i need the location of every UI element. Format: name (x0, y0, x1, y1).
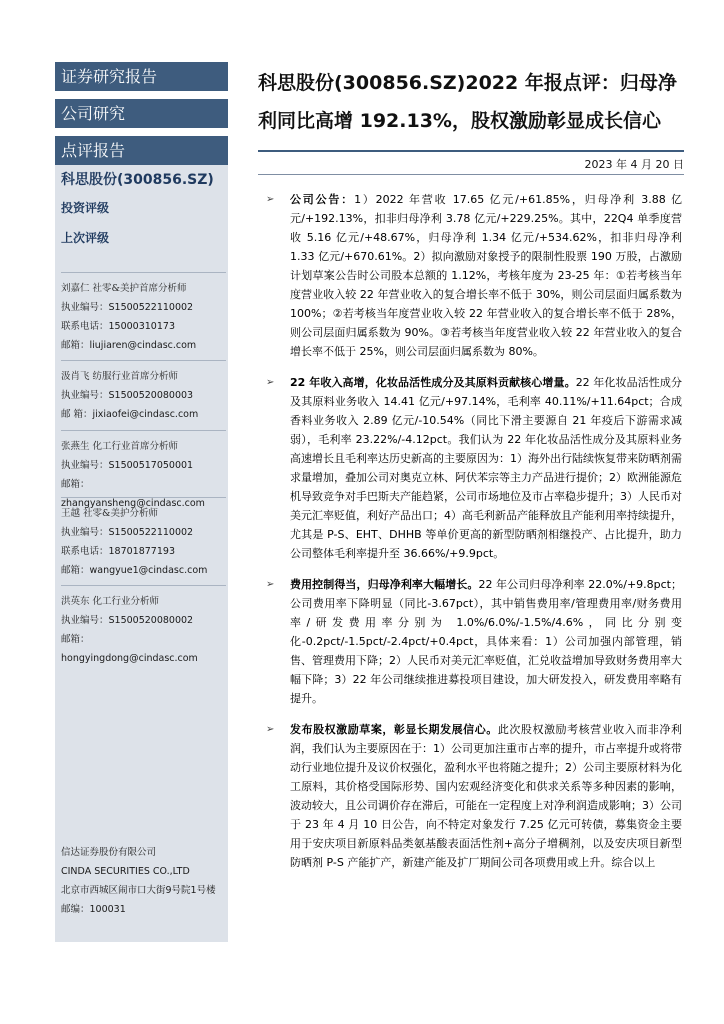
company-name-cn: 信达证券股份有限公司 (61, 847, 157, 858)
sidebar-info-panel (55, 165, 228, 942)
analyst-card (61, 272, 226, 355)
company-address: 北京市西城区闹市口大街9号院1号楼 (61, 885, 216, 896)
analyst-email: 邮箱：liujiaren@cindasc.com (61, 340, 197, 351)
arrow-bullet-icon: ➢ (266, 194, 275, 205)
title-divider (258, 150, 684, 152)
analyst-card (61, 360, 226, 424)
bullet-paragraph (262, 575, 682, 708)
analyst-cert: 执业编号：S1500520080002 (61, 615, 194, 626)
previous-rating-label: 上次评级 (61, 231, 110, 245)
company-name-en: CINDA SECURITIES CO.,LTD (61, 866, 190, 877)
analyst-name: 刘嘉仁 社零&美护首席分析师 (61, 283, 187, 294)
bullet-lead: 发布股权激励草案，彰显长期发展信心。 (290, 723, 498, 736)
arrow-bullet-icon: ➢ (266, 377, 275, 388)
bullet-paragraph (262, 720, 682, 872)
bullet-paragraph (262, 373, 682, 563)
analyst-card (61, 497, 226, 580)
report-body (262, 190, 682, 872)
company-postcode: 邮编：100031 (61, 904, 126, 915)
analyst-name: 汲肖飞 纺服行业首席分析师 (61, 371, 179, 382)
analyst-email: 邮箱：zhangyansheng@cindasc.com (61, 479, 205, 509)
analyst-email: 邮箱：wangyue1@cindasc.com (61, 565, 208, 576)
analyst-name: 洪英东 化工行业分析师 (61, 596, 160, 607)
report-date: 2023 年 4 月 20 日 (584, 158, 684, 171)
arrow-bullet-icon: ➢ (266, 579, 275, 590)
bullet-lead: 公司公告： (290, 193, 355, 206)
report-type-header: 证券研究报告 (55, 62, 228, 91)
bullet-lead: 22 年收入高增，化妆品活性成分及其原料贡献核心增量。 (290, 376, 576, 389)
analyst-email: 邮 箱：jixiaofei@cindasc.com (61, 409, 199, 420)
analyst-name: 王越 社零&美护分析师 (61, 508, 158, 519)
analyst-phone: 联系电话：18701877193 (61, 546, 175, 557)
date-divider (258, 174, 684, 175)
report-subtype-header: 点评报告 (55, 136, 228, 165)
bullet-text: 22 年化妆品活性成分及其原料业务收入 14.41 亿元/+97.14%，毛利率 40.11%/+11.64pct；合成香料业务收入 2.89 亿元/-10.54%（同比下滑主要源自 21 年疫后下游需求减弱），毛利率 23.22%/-4.12pct。我们认为 22 年化妆品活性成分及其原料业务高速增长且毛利率达历史新高的主要原因为：1）海外出行陆续恢复带来防晒剂需求量增加，叠加公司对奥克立林、阿伏苯宗等主力产品进行提价；2）欧洲能源危机导致竞争对手巴斯夫产能趋紧，公司市场地位及市占率稳步提升；3）人民币对美元汇率贬值，利好产品出口；4）高毛利新品产能释放且产能利用率持续提升，尤其是 P-S、EHT、DHHB 等单价更高的新型防晒剂相继投产、占比提升，助力公司整体毛利率提升至 36.66%/+9.9pct。 (290, 376, 682, 560)
arrow-bullet-icon: ➢ (266, 724, 275, 735)
bullet-text: 此次股权激励考核营业收入而非净利润，我们认为主要原因在于：1）公司更加注重市占率的提升，市占率提升或将带动行业地位提升及议价权强化，盈利水平也将随之提升；2）公司主要原材料为化工原料，其价格受国际形势、国内宏观经济变化和供求关系等多种因素的影响，波动较大，且公司调价存在滞后，可能在一定程度上对净利润造成影响；3）公司于 23 年 4 月 10 日公告，向不特定对象发行 7.25 亿元可转债，募集资金主要用于安庆项目新原料品类氨基酸表面活性剂+高分子增稠剂，以及安庆项目新型防晒剂 P-S 产能扩产，新建产能及扩厂期间公司各项费用或上升。综合以上 (290, 723, 683, 869)
analyst-cert: 执业编号：S1500517050001 (61, 460, 194, 471)
analyst-name: 张燕生 化工行业首席分析师 (61, 441, 179, 452)
left-sidebar (55, 62, 228, 930)
bullet-text: 1）2022 年营收 17.65 亿元/+61.85%，归母净利 3.88 亿元/+192.13%，扣非归母净利 3.78 亿元/+229.25%。其中，22Q4 单季度营收 5.16 亿元/+48.67%，归母净利 1.34 亿元/+534.62%，扣非归母净利 1.33 亿元/+670.61%。2）拟向激励对象授予的限制性股票 190 万股，占激励计划草案公告时公司股本总额的 1.12%，考核年度为 23-25 年：①若考核当年度营业收入较 22 年营业收入的复合增长率不低于 30%，则公司层面归属系数为 100%；②若考核当年度营业收入较 22 年营业收入的复合增长率不低于 28%，则公司层面归属系数为 90%。③若考核当年度营业收入较 22 年营业收入的复合增长率不低于 25%，则公司层面归属系数为 80%。 (290, 193, 682, 358)
analyst-cert: 执业编号：S1500522110002 (61, 527, 194, 538)
report-title (258, 64, 678, 140)
bullet-lead: 费用控制得当，归母净利率大幅增长。 (290, 578, 479, 591)
report-title-line2: 利同比高增 192.13%，股权激励彰显成长信心 (258, 110, 661, 132)
bullet-paragraph (262, 190, 682, 361)
analyst-cert: 执业编号：S1500522110002 (61, 302, 194, 313)
report-title-line1: 科思股份(300856.SZ)2022 年报点评：归母净 (258, 72, 677, 94)
analyst-card (61, 585, 226, 668)
company-info (61, 843, 216, 919)
analyst-phone: 联系电话：15000310173 (61, 321, 175, 332)
research-category-header: 公司研究 (55, 99, 228, 128)
analyst-cert: 执业编号：S1500520080003 (61, 390, 194, 401)
stock-ticker: 科思股份(300856.SZ) (61, 172, 214, 188)
bullet-text: 22 年公司归母净利率 22.0%/+9.8pct；公司费用率下降明显（同比-3.67pct），其中销售费用率/管理费用率/财务费用率/研发费用率分别为 1.0%/6.0%/-1.5%/4.6%，同比分别变化-0.2pct/-1.5pct/-2.4pct/+0.4pct，具体来看：1）公司加强内部管理，销售、管理费用下降；2）人民币对美元汇率贬值，汇兑收益增加导致财务费用率大幅下降；3）22 年公司继续推进募投项目建设，加大研发投入，研发费用率略有提升。 (290, 578, 682, 705)
analyst-email: 邮箱：hongyingdong@cindasc.com (61, 634, 198, 664)
rating-label: 投资评级 (61, 201, 110, 215)
